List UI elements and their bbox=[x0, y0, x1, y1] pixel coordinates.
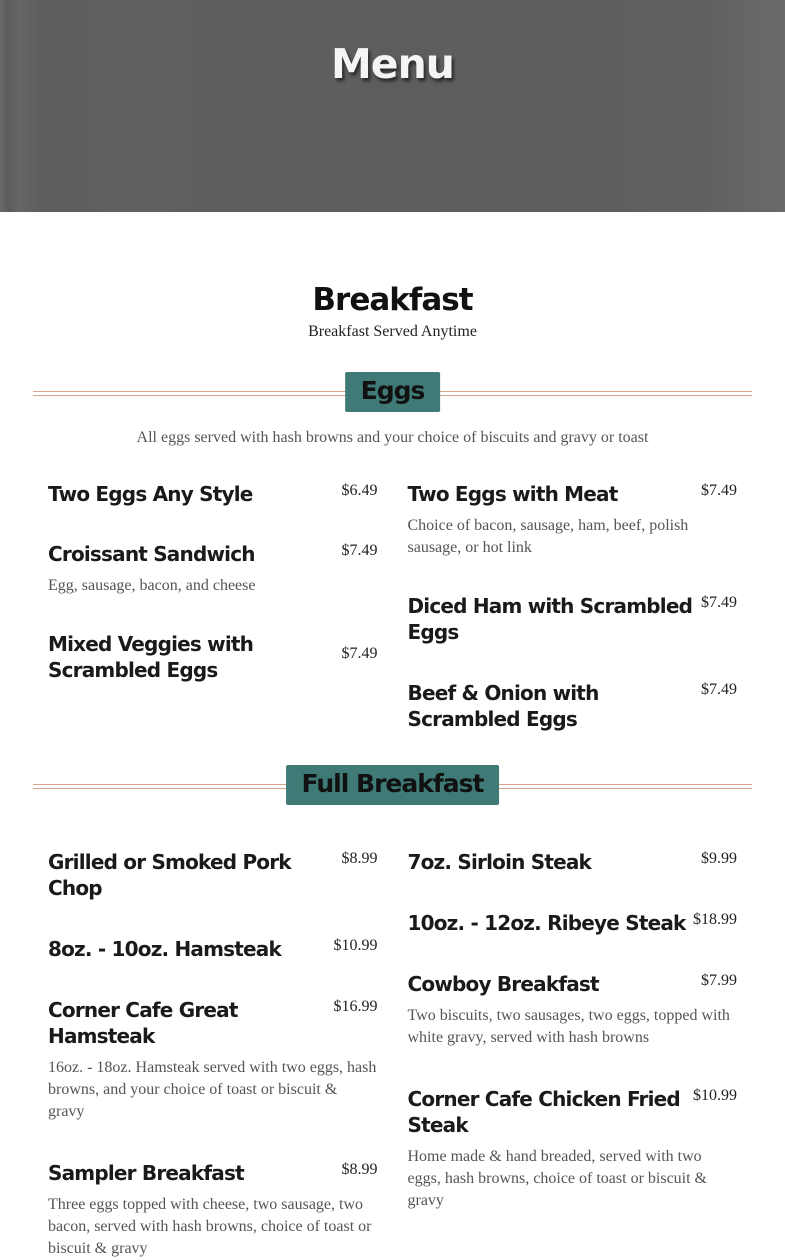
category-title: Eggs bbox=[345, 372, 441, 412]
item-price: $7.49 bbox=[701, 681, 737, 698]
menu-grid-eggs bbox=[0, 481, 785, 732]
menu-item bbox=[48, 936, 378, 962]
category-header-full-breakfast bbox=[33, 765, 752, 805]
menu-item bbox=[408, 481, 738, 559]
menu-column-left bbox=[48, 849, 378, 1260]
item-description: Home made & hand breaded, served with two eggs, hash browns, choice of toast or biscuit & gravy bbox=[407, 1148, 707, 1209]
item-price: $8.99 bbox=[341, 850, 378, 867]
menu-grid-full-breakfast bbox=[0, 849, 785, 1260]
category-note: All eggs served with hash browns and your choice of biscuits and gravy or toast bbox=[136, 429, 649, 446]
item-name: Two Eggs Any Style bbox=[48, 482, 253, 506]
menu-column-right bbox=[408, 849, 738, 1260]
item-name: Two Eggs with Meat bbox=[407, 482, 618, 506]
menu-item bbox=[408, 971, 738, 1049]
item-description: Egg, sausage, bacon, and cheese bbox=[48, 577, 256, 594]
item-name: 7oz. Sirloin Steak bbox=[407, 850, 592, 874]
item-name: 8oz. - 10oz. Hamsteak bbox=[48, 937, 281, 961]
item-description: 16oz. - 18oz. Hamsteak served with two eggs, hash browns, and your choice of toast or biscuit & gravy bbox=[48, 1059, 377, 1120]
section-title: Breakfast bbox=[312, 282, 473, 318]
menu-item bbox=[48, 631, 378, 683]
item-price: $18.99 bbox=[693, 911, 737, 928]
item-price: $7.99 bbox=[701, 972, 737, 989]
item-name: Corner Cafe Chicken Fried Steak bbox=[407, 1087, 680, 1137]
item-name: Corner Cafe Great Hamsteak bbox=[48, 998, 238, 1048]
menu-column-right bbox=[408, 481, 738, 732]
menu-item bbox=[48, 1160, 378, 1260]
section-subtitle: Breakfast Served Anytime bbox=[308, 323, 477, 340]
item-price: $9.99 bbox=[701, 850, 737, 867]
section-header bbox=[0, 280, 785, 341]
page-title: Menu bbox=[331, 40, 454, 88]
item-price: $6.49 bbox=[341, 482, 378, 499]
item-price: $7.49 bbox=[341, 645, 378, 662]
item-price: $16.99 bbox=[333, 998, 378, 1015]
item-price: $10.99 bbox=[693, 1087, 737, 1104]
category-header-eggs bbox=[33, 372, 752, 412]
item-name: Diced Ham with Scrambled Eggs bbox=[407, 594, 693, 644]
item-description: Two biscuits, two sausages, two eggs, topped with white gravy, served with hash browns bbox=[407, 1007, 730, 1046]
menu-item bbox=[48, 849, 378, 901]
item-name: Mixed Veggies with Scrambled Eggs bbox=[48, 632, 254, 682]
menu-item bbox=[408, 910, 738, 936]
item-price: $7.49 bbox=[341, 542, 378, 559]
item-name: Cowboy Breakfast bbox=[407, 972, 599, 996]
item-price: $8.99 bbox=[341, 1161, 378, 1178]
menu-item bbox=[408, 1086, 738, 1212]
menu-item bbox=[408, 593, 738, 645]
item-name: Grilled or Smoked Pork Chop bbox=[48, 850, 291, 900]
menu-item bbox=[408, 849, 738, 875]
hero-banner bbox=[0, 0, 785, 212]
menu-item bbox=[48, 997, 378, 1123]
item-name: Sampler Breakfast bbox=[48, 1161, 244, 1185]
item-price: $7.49 bbox=[701, 594, 737, 611]
item-name: 10oz. - 12oz. Ribeye Steak bbox=[407, 911, 686, 935]
item-name: Croissant Sandwich bbox=[48, 542, 255, 566]
menu-column-left bbox=[48, 481, 378, 732]
item-price: $10.99 bbox=[333, 937, 378, 954]
menu-item bbox=[408, 680, 738, 732]
item-description: Three eggs topped with cheese, two sausage, two bacon, served with hash browns, choice of toast or biscuit & gravy bbox=[48, 1196, 372, 1257]
menu-item bbox=[48, 481, 378, 507]
item-price: $7.49 bbox=[701, 482, 737, 499]
menu-item bbox=[48, 541, 378, 597]
item-name: Beef & Onion with Scrambled Eggs bbox=[407, 681, 599, 731]
category-title: Full Breakfast bbox=[286, 765, 500, 805]
item-description: Choice of bacon, sausage, ham, beef, polish sausage, or hot link bbox=[407, 517, 689, 556]
